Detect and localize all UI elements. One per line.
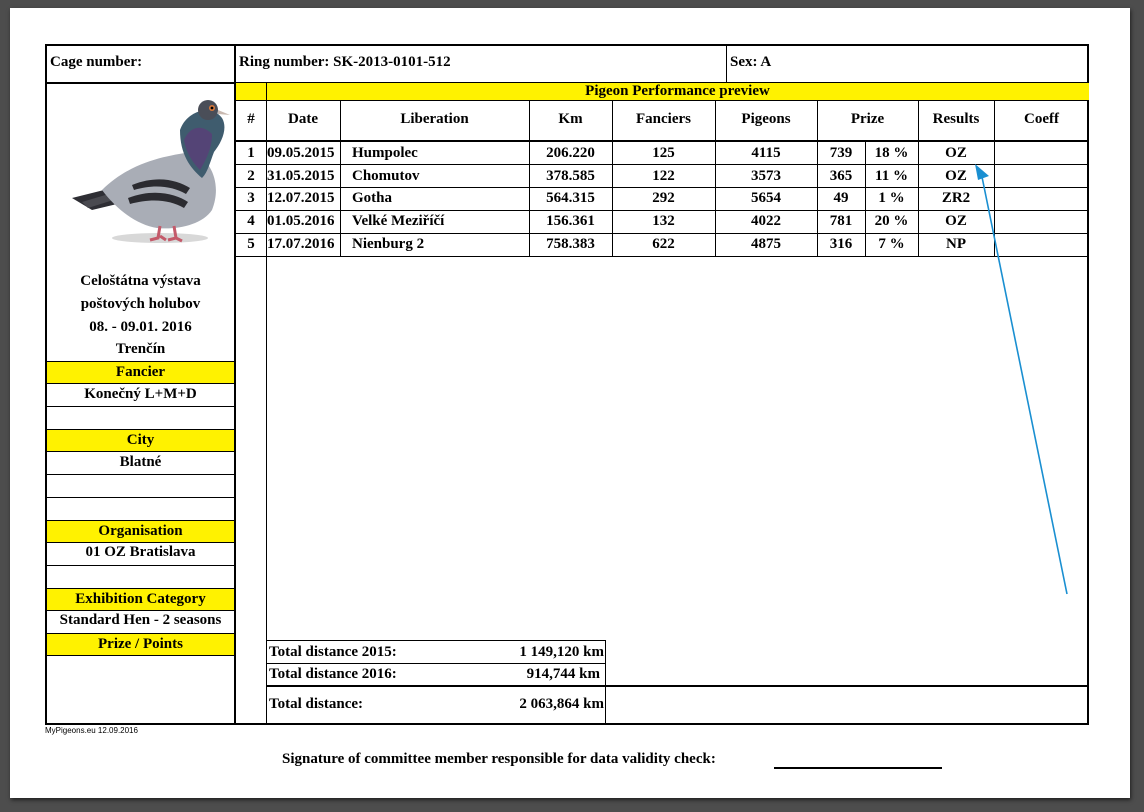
row-prize-percent: 20 % xyxy=(874,213,909,229)
sex-label: Sex: A xyxy=(730,54,772,70)
signature-label: Signature of committee member responsible for data validity check: xyxy=(282,751,716,767)
row-result: OZ xyxy=(945,145,967,161)
row-liberation: Velké Meziříčí xyxy=(352,213,445,229)
city-label: City xyxy=(47,430,234,451)
row-fanciers: 122 xyxy=(652,168,675,184)
total-2015-label: Total distance 2015: xyxy=(269,644,397,660)
report-sheet xyxy=(10,8,1130,798)
col-header-km: Km xyxy=(558,111,583,127)
row-prize-percent: 18 % xyxy=(874,145,909,161)
row-result: NP xyxy=(946,236,966,252)
ring-number-label: Ring number: SK-2013-0101-512 xyxy=(239,54,451,70)
total-2016-value: 914,744 km xyxy=(526,666,600,682)
row-liberation: Chomutov xyxy=(352,168,420,184)
row-km: 564.315 xyxy=(546,190,595,206)
col-header-results: Results xyxy=(932,111,980,127)
table-title: Pigeon Performance preview xyxy=(266,83,1089,100)
row-prize-percent: 1 % xyxy=(878,190,905,206)
total-2015-value: 1 149,120 km xyxy=(519,644,604,660)
col-header-num: # xyxy=(247,111,255,127)
row-result: OZ xyxy=(945,168,967,184)
row-fanciers: 132 xyxy=(652,213,675,229)
row-fanciers: 622 xyxy=(652,236,675,252)
row-liberation: Humpolec xyxy=(352,145,418,161)
cage-number-label: Cage number: xyxy=(50,54,143,70)
row-date: 31.05.2015 xyxy=(267,168,335,184)
col-header-date: Date xyxy=(288,111,318,127)
total-distance-value: 2 063,864 km xyxy=(519,696,604,712)
row-date: 12.07.2015 xyxy=(267,190,335,206)
row-prize-percent: 11 % xyxy=(875,168,908,184)
fancier-value: Konečný L+M+D xyxy=(84,386,197,402)
row-date: 09.05.2015 xyxy=(267,145,335,161)
exhibition-place: Trenčín xyxy=(115,341,166,357)
col-header-coeff: Coeff xyxy=(1024,111,1059,127)
row-km: 758.383 xyxy=(546,236,595,252)
row-prize: 739 xyxy=(829,145,853,161)
row-prize: 365 xyxy=(829,168,853,184)
footer-note: MyPigeons.eu 12.09.2016 xyxy=(45,726,138,735)
exhibition-category-label: Exhibition Category xyxy=(47,589,234,610)
exhibition-date: 08. - 09.01. 2016 xyxy=(89,319,192,335)
col-header-prize: Prize xyxy=(850,111,885,127)
row-result: OZ xyxy=(945,213,967,229)
row-fanciers: 292 xyxy=(652,190,675,206)
row-prize: 49 xyxy=(833,190,849,206)
col-header-pigeons: Pigeons xyxy=(741,111,791,127)
row-num: 4 xyxy=(247,213,255,229)
row-km: 156.361 xyxy=(546,213,595,229)
organisation-value: 01 OZ Bratislava xyxy=(85,544,196,560)
row-prize: 316 xyxy=(829,236,853,252)
row-date: 17.07.2016 xyxy=(267,236,335,252)
row-prize-percent: 7 % xyxy=(878,236,905,252)
total-2016-label: Total distance 2016: xyxy=(269,666,397,682)
row-pigeons: 4022 xyxy=(751,213,781,229)
row-num: 5 xyxy=(247,236,255,252)
col-header-liberation: Liberation xyxy=(400,111,469,127)
row-pigeons: 4875 xyxy=(751,236,781,252)
exhibition-title-line1: Celoštátna výstava xyxy=(80,273,201,289)
row-num: 1 xyxy=(247,145,255,161)
row-fanciers: 125 xyxy=(652,145,675,161)
pigeon-photo xyxy=(62,90,234,250)
row-num: 2 xyxy=(247,168,255,184)
row-prize: 781 xyxy=(829,213,853,229)
row-result: ZR2 xyxy=(941,190,971,206)
exhibition-title-line2: poštových holubov xyxy=(80,296,201,312)
fancier-label: Fancier xyxy=(47,362,234,383)
row-pigeons: 4115 xyxy=(751,145,781,161)
col-header-fanciers: Fanciers xyxy=(636,111,691,127)
row-liberation: Gotha xyxy=(352,190,393,206)
row-date: 01.05.2016 xyxy=(267,213,335,229)
table-title-left-fill xyxy=(236,83,266,100)
annotation-arrow xyxy=(965,158,1075,598)
row-pigeons: 3573 xyxy=(751,168,781,184)
row-km: 206.220 xyxy=(546,145,595,161)
row-km: 378.585 xyxy=(546,168,595,184)
row-num: 3 xyxy=(247,190,255,206)
exhibition-category-value: Standard Hen - 2 seasons xyxy=(59,612,222,628)
signature-line xyxy=(774,767,942,769)
organisation-label: Organisation xyxy=(47,521,234,542)
row-liberation: Nienburg 2 xyxy=(352,236,425,252)
city-value: Blatné xyxy=(119,454,162,470)
total-distance-label: Total distance: xyxy=(269,696,364,712)
row-pigeons: 5654 xyxy=(751,190,781,206)
prize-points-label: Prize / Points xyxy=(47,634,234,655)
